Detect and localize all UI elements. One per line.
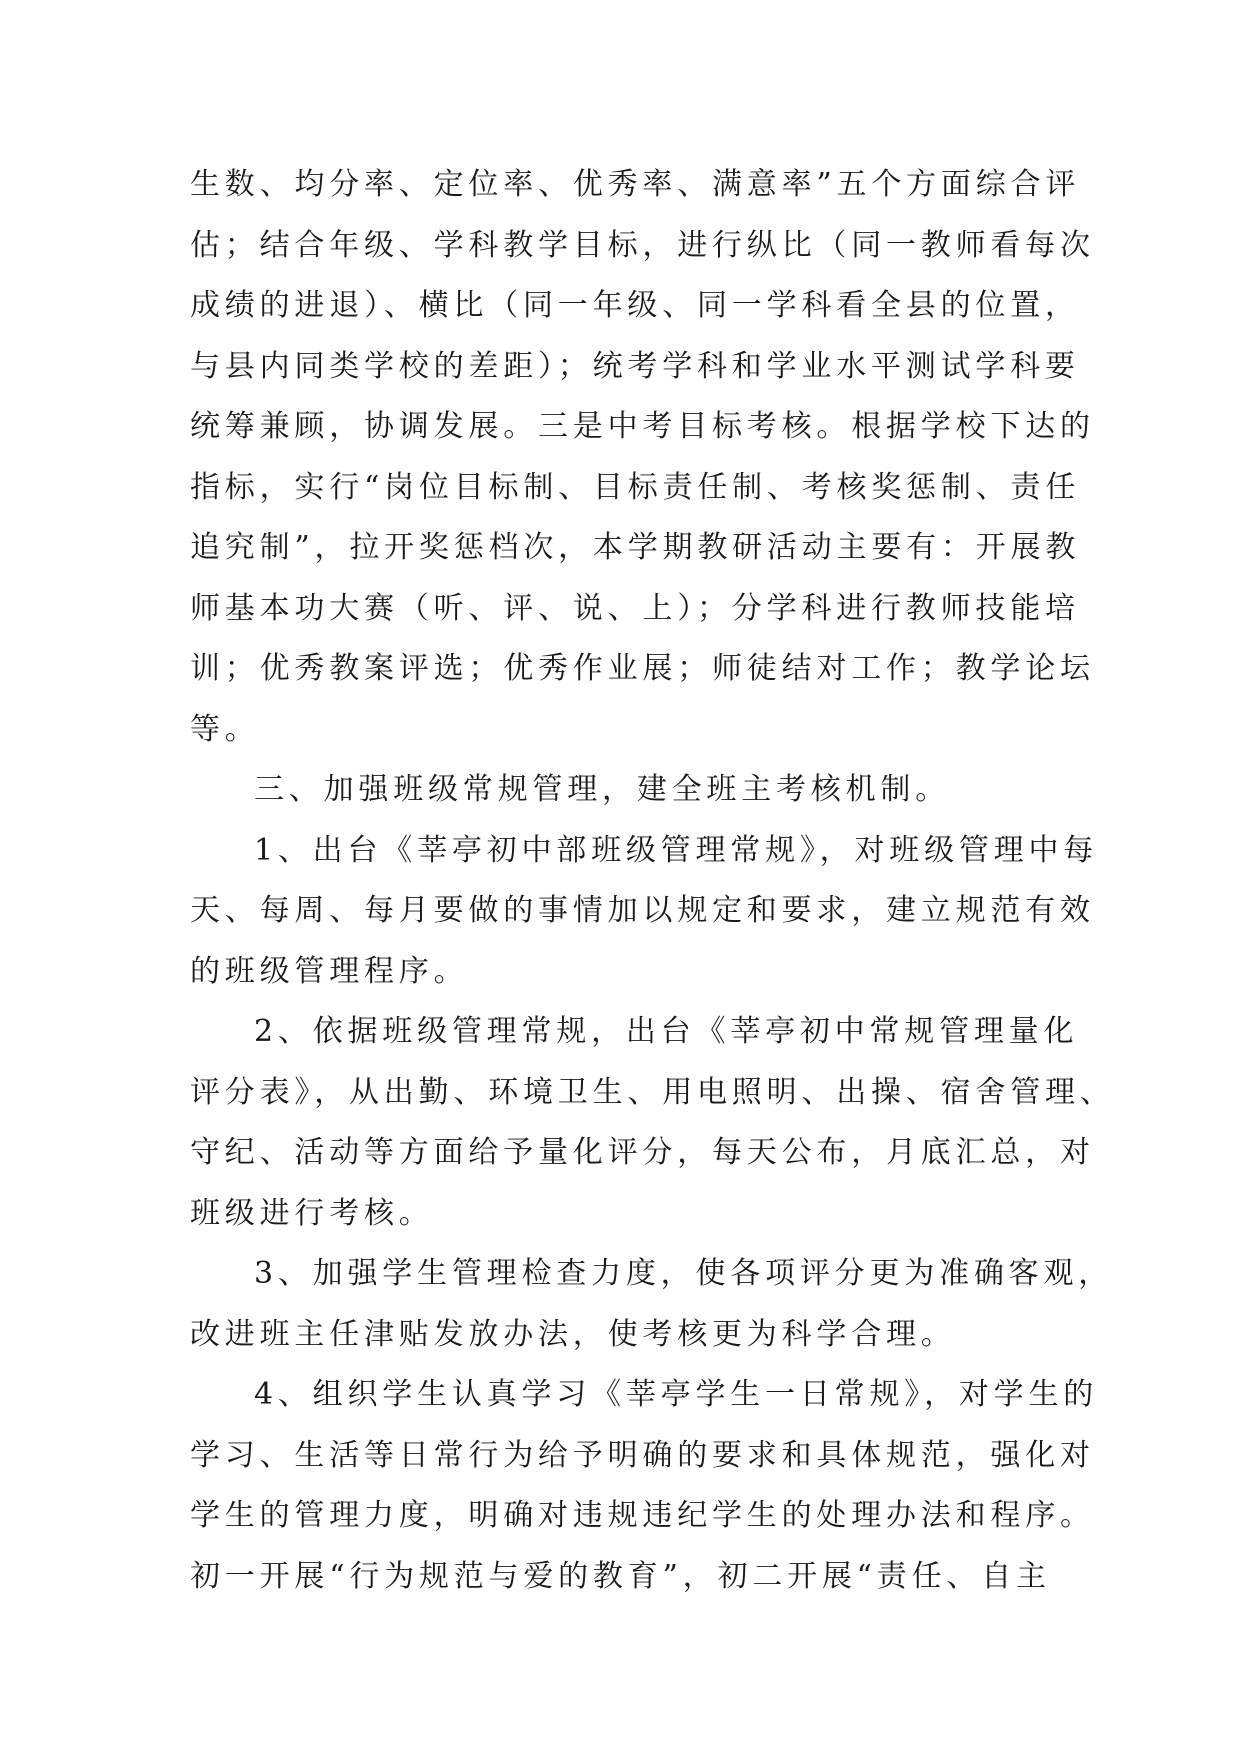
text-line: 守纪、活动等方面给予量化评分，每天公布，月底汇总，对 <box>190 1135 1095 1170</box>
text-line: 训；优秀教案评选；优秀作业展；师徒结对工作；教学论坛 <box>190 651 1095 686</box>
text-line: 学生的管理力度，明确对违规违纪学生的处理办法和程序。 <box>190 1498 1095 1533</box>
text-line: 评分表》，从出勤、环境卫生、用电照明、出操、宿舍管理、 <box>190 1074 1115 1110</box>
text-line: 等。 <box>190 711 260 747</box>
text-line: 生数、均分率、定位率、优秀率、满意率”五个方面综合评 <box>190 167 1081 202</box>
text-line: 估；结合年级、学科教学目标，进行纵比（同一教师看每次 <box>190 227 1095 263</box>
text-line: 初一开展“行为规范与爱的教育”，初二开展“责任、自主 <box>190 1558 1051 1594</box>
text-line: 改进班主任津贴发放办法，使考核更为科学合理。 <box>190 1316 956 1352</box>
text-line: 追究制”，拉开奖惩档次，本学期教研活动主要有：开展教 <box>190 530 1081 565</box>
text-line: 与县内同类学校的差距）；统考学科和学业水平测试学科要 <box>190 348 1080 384</box>
text-line: 天、每周、每月要做的事情加以规定和要求，建立规范有效 <box>190 893 1095 928</box>
text-line: 统筹兼顾，协调发展。三是中考目标考核。根据学校下达的 <box>190 409 1095 444</box>
text-line: 师基本功大赛（听、评、说、上）；分学科进行教师技能培 <box>190 590 1080 626</box>
text-line: 成绩的进退）、横比（同一年级、同一学科看全县的位置， <box>190 288 1080 323</box>
text-line: 2、依据班级管理常规，出台《莘亭初中常规管理量化 <box>254 1014 1079 1049</box>
text-line: 的班级管理程序。 <box>190 953 469 989</box>
document-body <box>190 155 1115 1607</box>
text-line: 班级进行考核。 <box>190 1195 434 1231</box>
section-heading: 三、加强班级常规管理，建全班主考核机制。 <box>254 772 950 807</box>
text-line: 3、加强学生管理检查力度，使各项评分更为准确客观， <box>254 1256 1114 1291</box>
text-line: 学习、生活等日常行为给予明确的要求和具体规范，强化对 <box>190 1437 1095 1473</box>
text-line: 1、出台《莘亭初中部班级管理常规》，对班级管理中每 <box>254 832 1099 868</box>
text-line: 指标，实行“岗位目标制、目标责任制、考核奖惩制、责任 <box>190 469 1081 505</box>
text-line: 4、组织学生认真学习《莘亭学生一日常规》，对学生的 <box>254 1377 1099 1412</box>
